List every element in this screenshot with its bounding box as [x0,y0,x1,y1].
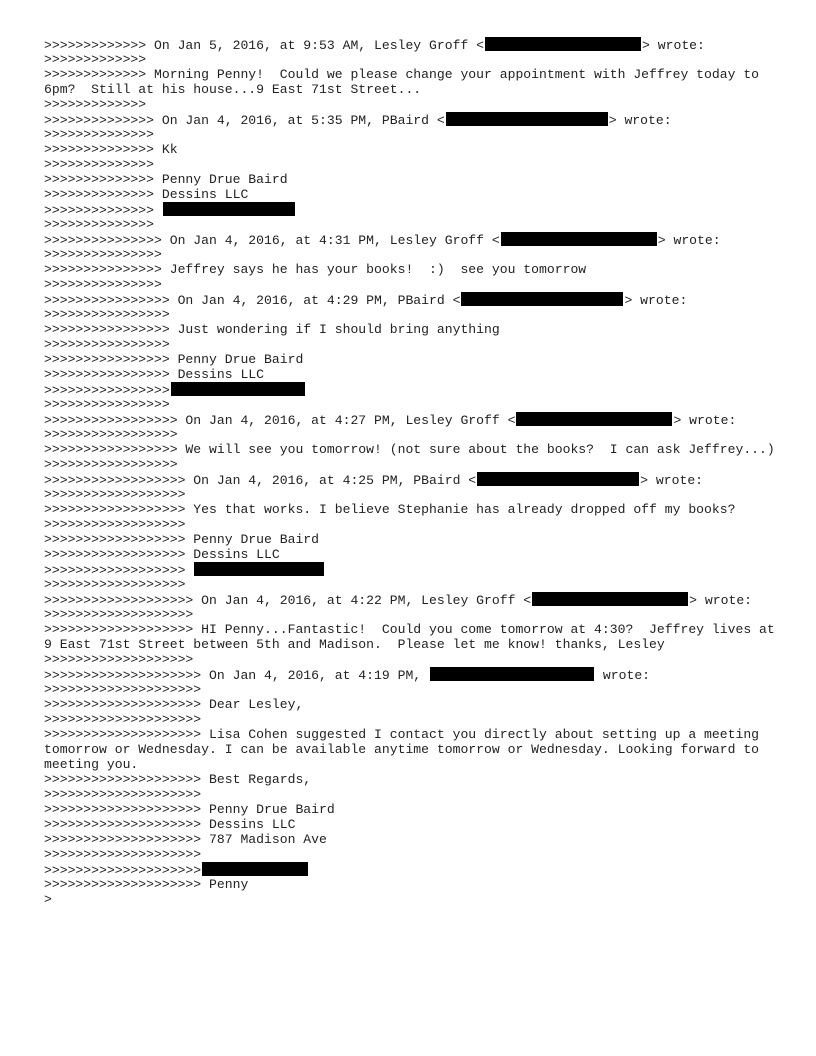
email-line [44,592,784,607]
email-line [44,337,784,352]
email-line-text: >>>>>>>>>>>>>>>>>>>> Best Regards, [44,772,312,787]
email-line-text: >>>>>>>>>>>>>>>> Penny Drue Baird [44,352,304,367]
email-line [44,472,784,487]
redaction-block [532,592,688,606]
email-line-text: >>>>>>>>>>>>> On Jan 5, 2016, at 9:53 AM, Lesley Groff < [44,38,485,53]
email-line-text: >>>>>>>>>>>>>>>>>>>> 787 Madison Ave [44,832,327,847]
email-line [44,622,784,652]
email-line-text: >>>>>>>>>>>>>> [44,127,155,142]
email-line-text: >>>>>>>>>>>>>>>>>> [44,563,194,578]
email-line [44,187,784,202]
email-line-text: >>>>>>>>>>>>>>>>> We will see you tomorrow! (not sure about the books? I can ask Jeffrey...) [44,442,775,457]
email-line-text: >>>>>>>>>>>>>>>>>>>> Penny Drue Baird [44,802,335,817]
email-line [44,682,784,697]
email-line [44,502,784,517]
email-line [44,697,784,712]
email-line [44,427,784,442]
email-line [44,442,784,457]
email-line [44,142,784,157]
redaction-block [171,382,305,396]
email-line-text: >>>>>>>>>>>>>>>>>> On Jan 4, 2016, at 4:25 PM, PBaird < [44,473,477,488]
email-line-text: >>>>>>>>>>>>>>>>>>>> Lisa Cohen suggested I contact you directly about setting up a meeting tomorrow or Wednesday. I can be available anytime tomorrow or Wednesday. Looking forward to meeting you. [44,727,767,772]
email-line [44,277,784,292]
email-line [44,457,784,472]
email-line [44,292,784,307]
email-line [44,892,784,907]
email-line-text: >>>>>>>>>>>>>>>>>>> On Jan 4, 2016, at 4:22 PM, Lesley Groff < [44,593,532,608]
email-line [44,412,784,427]
email-line [44,667,784,682]
email-line-text: >>>>>>>>>>>>>>>>>>> [44,607,194,622]
email-line [44,862,784,877]
email-line-text: >>>>>>>>>>>>>> Kk [44,142,178,157]
email-line-suffix: > wrote: [657,233,721,248]
email-line-text: >>>>>>>>>>>>>>>> Just wondering if I should bring anything [44,322,500,337]
email-line-text: >>>>>>>>>>>>>>>>>>> [44,652,194,667]
redaction-block [485,37,641,51]
redaction-block [163,202,295,216]
email-line [44,832,784,847]
email-line-suffix: > wrote: [608,113,672,128]
email-line [44,307,784,322]
email-line [44,322,784,337]
email-line-text: >>>>>>>>>>>>>>>>>>> HI Penny...Fantastic! Could you come tomorrow at 4:30? Jeffrey lives at 9 East 71st Street between 5th and Madison. Please let me know! thanks, Lesley [44,622,783,652]
email-line-text: > [44,892,52,907]
email-line-text: >>>>>>>>>>>>>> Dessins LLC [44,187,249,202]
email-line-text: >>>>>>>>>>>>>>> [44,247,162,262]
email-line-text: >>>>>>>>>>>>>>>> On Jan 4, 2016, at 4:29 PM, PBaird < [44,293,461,308]
email-line [44,247,784,262]
email-line-text: >>>>>>>>>>>>>>> On Jan 4, 2016, at 4:31 PM, Lesley Groff < [44,233,500,248]
email-line-text: >>>>>>>>>>>>>>>>>> [44,577,186,592]
email-line-text: >>>>>>>>>>>>>>>>> On Jan 4, 2016, at 4:27 PM, Lesley Groff < [44,413,516,428]
email-line [44,562,784,577]
email-line-text: >>>>>>>>>>>>>>> Jeffrey says he has your books! :) see you tomorrow [44,262,587,277]
email-line [44,817,784,832]
email-line [44,532,784,547]
email-line [44,232,784,247]
email-line [44,352,784,367]
email-thread-body [44,37,784,907]
email-line-text: >>>>>>>>>>>>>> [44,203,162,218]
email-line [44,547,784,562]
email-line-text: >>>>>>>>>>>>>>>>>>>> Dear Lesley, [44,697,304,712]
redaction-block [461,292,623,306]
email-line-text: >>>>>>>>>>>>>>>>>>>> [44,863,202,878]
email-line [44,127,784,142]
email-line [44,172,784,187]
email-line [44,157,784,172]
email-line [44,487,784,502]
redaction-block [501,232,657,246]
email-line [44,67,784,97]
email-line-text: >>>>>>>>>>>>>>>> [44,397,170,412]
email-line-text: >>>>>>>>>>>>>>> [44,277,162,292]
email-line-text: >>>>>>>>>>>>>>>>>>>> [44,712,202,727]
email-line-text: >>>>>>>>>>>>>> [44,217,155,232]
email-line-text: >>>>>>>>>>>>>>>>> [44,457,178,472]
email-line-text: >>>>>>>>>>>>>>>> Dessins LLC [44,367,265,382]
email-line-text: >>>>>>>>>>>>>>>>>> Yes that works. I believe Stephanie has already dropped off my books? [44,502,736,517]
email-line-suffix: wrote: [595,668,651,683]
email-line [44,787,784,802]
email-line-text: >>>>>>>>>>>>>>>>>>>> Dessins LLC [44,817,296,832]
email-line-text: >>>>>>>>>>>>>>>> [44,383,170,398]
email-line [44,802,784,817]
email-line-text: >>>>>>>>>>>>>> [44,157,155,172]
email-line [44,397,784,412]
email-line-text: >>>>>>>>>>>>>>>>>>>> Penny [44,877,249,892]
redaction-block [430,667,594,681]
email-line-text: >>>>>>>>>>>>>>>>>>>> [44,787,202,802]
email-line-text: >>>>>>>>>>>>>>>>> [44,427,178,442]
email-line [44,607,784,622]
email-line-text: >>>>>>>>>>>>>>>>>>>> [44,682,202,697]
email-line-text: >>>>>>>>>>>>> [44,97,147,112]
email-line-text: >>>>>>>>>>>>>>>>>> Penny Drue Baird [44,532,320,547]
redaction-block [516,412,672,426]
email-line-text: >>>>>>>>>>>>>> On Jan 4, 2016, at 5:35 PM, PBaird < [44,113,445,128]
email-line [44,712,784,727]
email-line-text: >>>>>>>>>>>>>>>>>> [44,517,186,532]
email-line-text: >>>>>>>>>>>>>>>>>> Dessins LLC [44,547,280,562]
email-line-text: >>>>>>>>>>>>>>>>>>>> [44,847,202,862]
email-line [44,112,784,127]
email-line [44,577,784,592]
email-line-text: >>>>>>>>>>>>>>>>>>>> On Jan 4, 2016, at 4:19 PM, [44,668,430,683]
email-line [44,382,784,397]
email-line [44,877,784,892]
email-line [44,367,784,382]
email-line-suffix: > wrote: [673,413,737,428]
email-line-text: >>>>>>>>>>>>> Morning Penny! Could we please change your appointment with Jeffrey today to 6pm? Still at his house...9 East 71st Street... [44,67,767,97]
email-line-text: >>>>>>>>>>>>>>>> [44,337,170,352]
redaction-block [202,862,308,876]
email-line [44,217,784,232]
email-line [44,847,784,862]
email-line [44,202,784,217]
email-line [44,37,784,52]
email-line [44,772,784,787]
email-line-text: >>>>>>>>>>>>>> Penny Drue Baird [44,172,288,187]
email-line [44,517,784,532]
redaction-block [446,112,608,126]
email-line-suffix: > wrote: [689,593,753,608]
email-line-suffix: > wrote: [624,293,688,308]
redaction-block [194,562,324,576]
email-line-text: >>>>>>>>>>>>>>>>>> [44,487,186,502]
email-line [44,652,784,667]
email-line-text: >>>>>>>>>>>>> [44,52,147,67]
email-line [44,52,784,67]
email-line-text: >>>>>>>>>>>>>>>> [44,307,170,322]
email-line [44,97,784,112]
email-line [44,727,784,772]
email-line-suffix: > wrote: [640,473,704,488]
email-line-suffix: > wrote: [642,38,705,53]
email-line [44,262,784,277]
redaction-block [477,472,639,486]
